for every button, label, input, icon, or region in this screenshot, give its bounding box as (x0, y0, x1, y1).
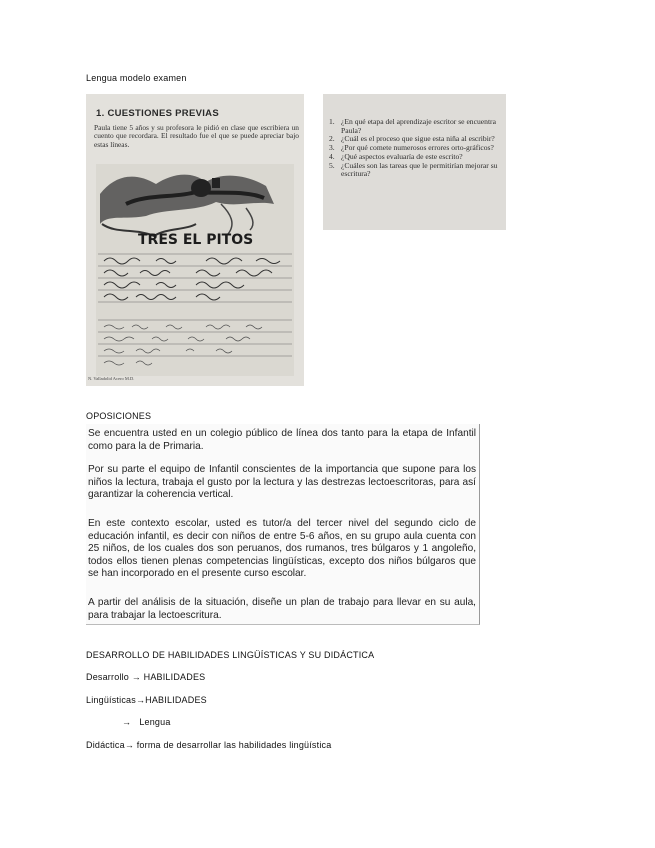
oposiciones-heading: OPOSICIONES (86, 411, 152, 421)
desarrollo-heading: DESARROLLO DE HABILIDADES LINGÜÍSTICAS Y SU DIDÁCTICA (86, 650, 375, 660)
linguisticas-line: Lingüísticas→HABILIDADES (86, 695, 207, 705)
questions-photo (323, 94, 506, 230)
list-item: 5. ¿Cuáles son las tareas que le permitirían mejorar su escritura? (329, 160, 498, 179)
right-arrow-icon: → (124, 740, 135, 750)
list-item: 1. ¿En qué etapa del aprendizaje escritor se encuentra Paula? (329, 117, 496, 135)
right-arrow-icon: → (135, 695, 146, 705)
oposiciones-scan (86, 424, 480, 625)
drawing-label: TRES EL PITOS (138, 232, 254, 248)
desarrollo-line: Desarrollo → HABILIDADES (86, 672, 206, 682)
right-arrow-icon: → (122, 717, 132, 727)
list-item: 2. ¿Cuál es el proceso que sigue esta niña al escribir? (329, 134, 495, 144)
photo-footer: N. Valladolid Acero M.D. (88, 376, 135, 381)
scan-paragraph: A partir del análisis de la situación, diseñe un plan de trabajo para llevar en su aula, para trabajar la lectoescritura. (88, 597, 476, 621)
child-drawing-image (96, 164, 294, 376)
didactica-line: Didáctica→ forma de desarrollar las habilidades lingüística (86, 740, 332, 750)
list-item: 3. ¿Por qué comete numerosos errores orto-gráficos? (329, 143, 494, 153)
right-arrow-icon: → (131, 672, 141, 682)
child-writing-drawing (96, 164, 294, 376)
list-item: 4. ¿Qué aspectos evaluaría de este escrito? (329, 151, 463, 161)
cuestiones-heading: 1. CUESTIONES PREVIAS (96, 108, 219, 119)
document-title: Lengua modelo examen (86, 73, 187, 83)
lengua-line: → Lengua (122, 717, 171, 727)
scan-paragraph: Por su parte el equipo de Infantil conscientes de la importancia que supone para los niños la lectura, trabaja el gusto por la lectura y las destrezas lectoescritoras, para así garantizar la coherencia vertical. (88, 464, 476, 501)
scan-paragraph: Se encuentra usted en un colegio público de línea dos tanto para la etapa de Infantil como para la de Primaria. (88, 428, 476, 452)
questions-list (329, 118, 501, 179)
scan-paragraph: En este contexto escolar, usted es tutor/a del tercer nivel del segundo ciclo de educación infantil, es decir con niños de entre 5-6 años, en su grupo aula cuenta con 25 niños, de los cuales dos son peruanos, dos rumanos, tres búlgaros y 1 angoleño, todos ellos tienen plenas competencias lingüísticas, excepto dos niños búlgaros que se han incorporado en el presente curso escolar. (88, 518, 476, 580)
cuestiones-previas-photo (86, 94, 304, 386)
cuestiones-text: Paula tiene 5 años y su profesora le pidió en clase que escribiera un cuento que recordara. El resultado fue el que se puede apreciar bajo estas líneas. (94, 123, 299, 149)
